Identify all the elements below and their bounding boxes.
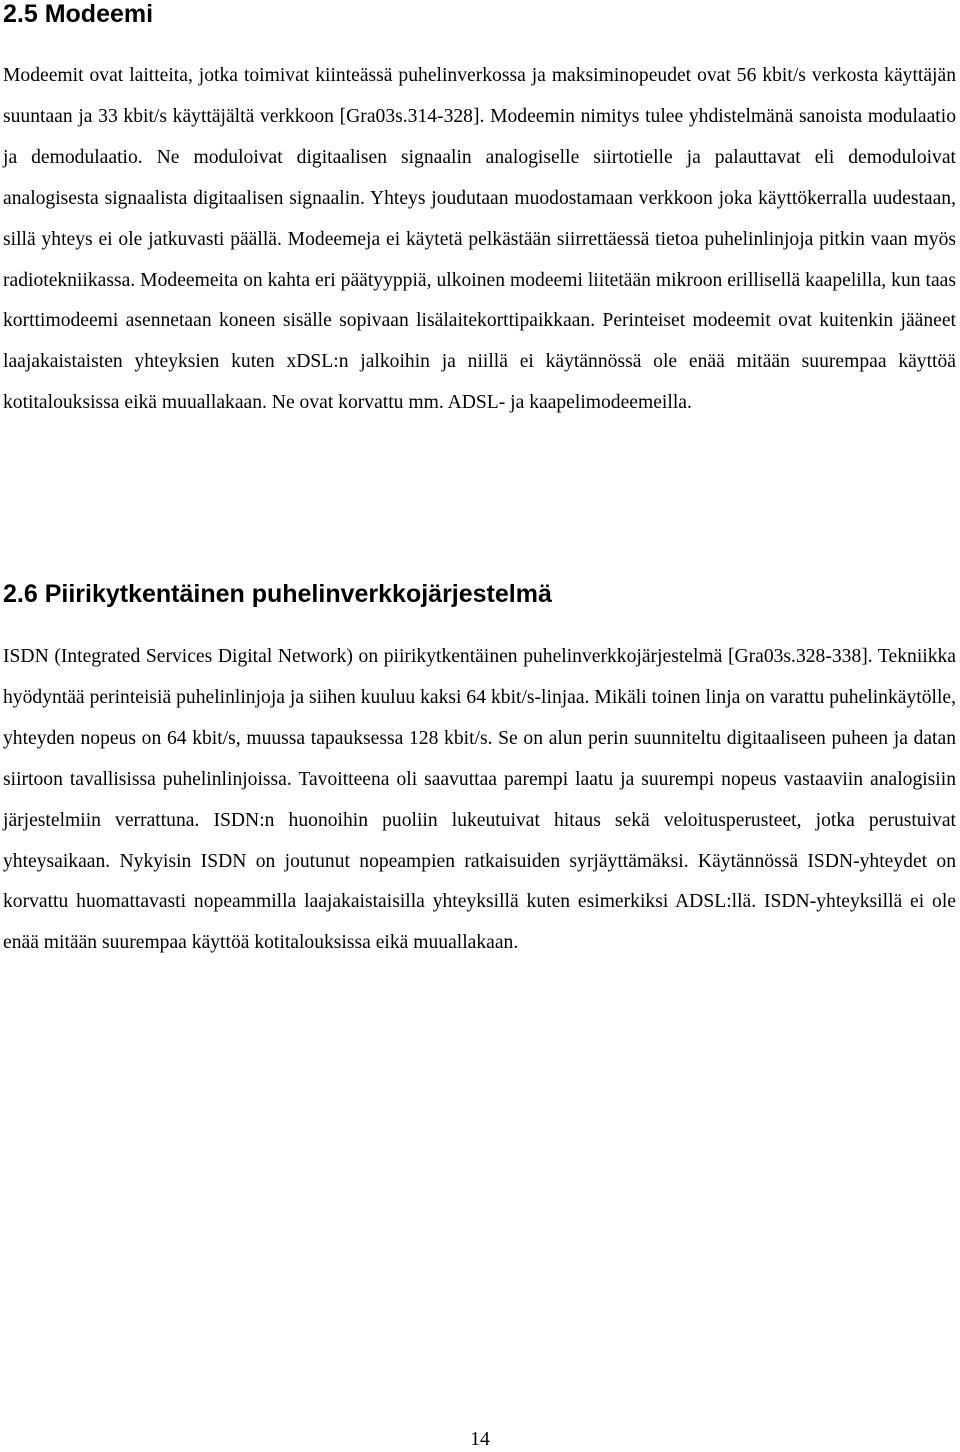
section-heading-piirikytkentainen: 2.6 Piirikytkentäinen puhelinverkkojärjestelmä — [3, 580, 552, 608]
page-number: 14 — [470, 1429, 490, 1450]
section-paragraph-modeemi: Modeemit ovat laitteita, jotka toimivat kiinteässä puhelinverkossa ja maksiminopeudet ovat 56 kbit/s verkosta käyttäjän suuntaan ja 33 kbit/s käyttäjältä verkkoon [Gra03s.314-328]. Modeemin nimitys tulee yhdistelmänä sanoista modulaatio ja demodulaatio. Ne moduloivat digitaalisen signaalin analogiselle siirtotielle ja palauttavat eli demoduloivat analogisesta signaalista digitaalisen signaalin. Yhteys joudutaan muodostamaan verkkoon joka käyttökerralla uudestaan, sillä yhteys ei ole jatkuvasti päällä. Modeemeja ei käytetä pelkästään siirrettäessä tietoa puhelinlinjoja pitkin vaan myös radiotekniikassa. Modeemeita on kahta eri päätyyppiä, ulkoinen modeemi liitetään mikroon erillisellä kaapelilla, kun taas korttimodeemi asennetaan koneen sisälle sopivaan lisälaitekorttipaikkaan. Perinteiset modeemit ovat kuitenkin jääneet laajakaistaisten yhteyksien kuten xDSL:n jalkoihin ja niillä ei käytännössä ole enää mitään suurempaa käyttöä kotitalouksissa eikä muuallakaan. Ne ovat korvattu mm. ADSL- ja kaapelimodeemeilla. — [3, 65, 956, 414]
section-paragraph-piirikytkentainen: ISDN (Integrated Services Digital Network) on piirikytkentäinen puhelinverkkojärjestelmä [Gra03s.328-338]. Tekniikka hyödyntää perinteisiä puhelinlinjoja ja siihen kuuluu kaksi 64 kbit/s-linjaa. Mikäli toinen linja on varattu puhelinkäytölle, yhteyden nopeus on 64 kbit/s, muussa tapauksessa 128 kbit/s. Se on alun perin suunniteltu digitaaliseen puheen ja datan siirtoon tavallisissa puhelinlinjoissa. Tavoitteena oli saavuttaa parempi laatu ja suurempi nopeus vastaaviin analogisiin järjestelmiin verrattuna. ISDN:n huonoihin puoliin lukeutuivat hitaus sekä veloitusperusteet, jotka perustuivat yhteysaikaan. Nykyisin ISDN on joutunut nopeampien ratkaisuiden syrjäyttämäksi. Käytännössä ISDN-yhteydet on korvattu huomattavasti nopeammilla laajakaistaisilla yhteyksillä kuten esimerkiksi ADSL:llä. ISDN-yhteyksillä ei ole enää mitään suurempaa käyttöä kotitalouksissa eikä muuallakaan. — [3, 646, 956, 954]
section-heading-modeemi: 2.5 Modeemi — [3, 0, 154, 28]
